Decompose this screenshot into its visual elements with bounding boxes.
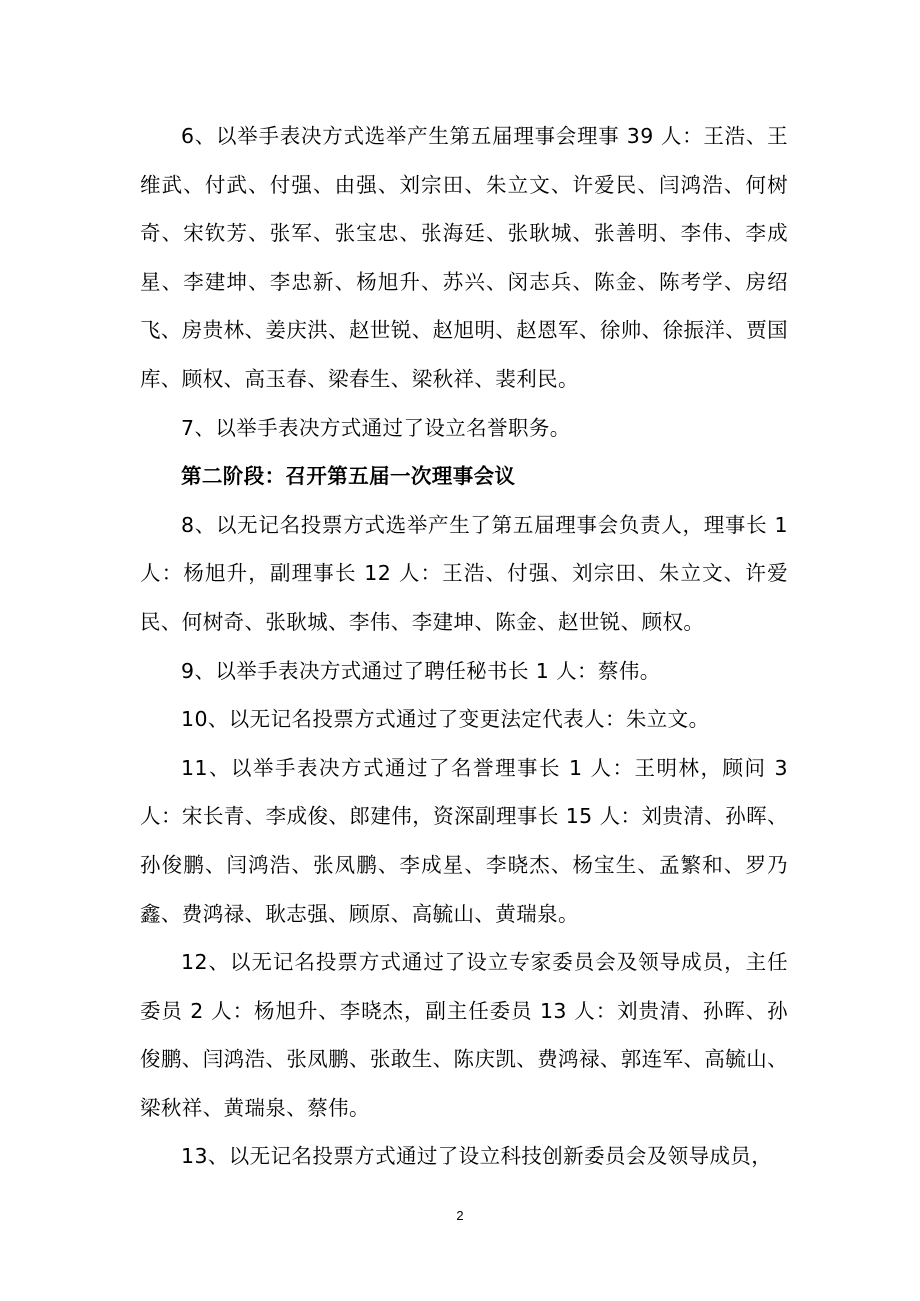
- paragraph-item-6: 6、以举手表决方式选举产生第五届理事会理事 39 人：王浩、王维武、付武、付强、由强、刘宗田、朱立文、许爱民、闫鸿浩、何树奇、宋钦芳、张军、张宝忠、张海廷、张耿城、张善明、李伟、李成星、李建坤、李忠新、杨旭升、苏兴、闵志兵、陈金、陈考学、房绍飞、房贵林、姜庆洪、赵世锐、赵旭明、赵恩军、徐帅、徐振洋、贾国库、顾权、高玉春、梁春生、梁秋祥、裴利民。: [140, 124, 788, 391]
- paragraph-item-13: 13、以无记名投票方式通过了设立科技创新委员会及领导成员，: [181, 1144, 773, 1169]
- page-number: 2: [456, 1208, 464, 1223]
- paragraph-item-8: 8、以无记名投票方式选举产生了第五届理事会负责人，理事长 1 人：杨旭升，副理事长 12 人：王浩、付强、刘宗田、朱立文、许爱民、何树奇、张耿城、李伟、李建坤、陈金、赵世锐、顾权。: [140, 512, 788, 634]
- section-heading-stage-2: 第二阶段：召开第五届一次理事会议: [181, 464, 516, 489]
- paragraph-item-11: 11、以举手表决方式通过了名誉理事长 1 人：王明林，顾问 3 人：宋长青、李成俊、郎建伟，资深副理事长 15 人：刘贵清、孙晖、孙俊鹏、闫鸿浩、张凤鹏、李成星、李晓杰、杨宝生、孟繁和、罗乃鑫、费鸿禄、耿志强、顾原、高毓山、黄瑞泉。: [140, 755, 788, 926]
- paragraph-item-9: 9、以举手表决方式通过了聘任秘书长 1 人：蔡伟。: [181, 658, 661, 683]
- document-body: [140, 112, 788, 1181]
- paragraph-item-7: 7、以举手表决方式通过了设立名誉职务。: [181, 415, 571, 440]
- paragraph-item-10: 10、以无记名投票方式通过了变更法定代表人：朱立文。: [181, 707, 710, 732]
- paragraph-item-12: 12、以无记名投票方式通过了设立专家委员会及领导成员，主任委员 2 人：杨旭升、李晓杰，副主任委员 13 人：刘贵清、孙晖、孙俊鹏、闫鸿浩、张凤鹏、张敢生、陈庆凯、费鸿禄、郭连军、高毓山、梁秋祥、黄瑞泉、蔡伟。: [140, 950, 788, 1120]
